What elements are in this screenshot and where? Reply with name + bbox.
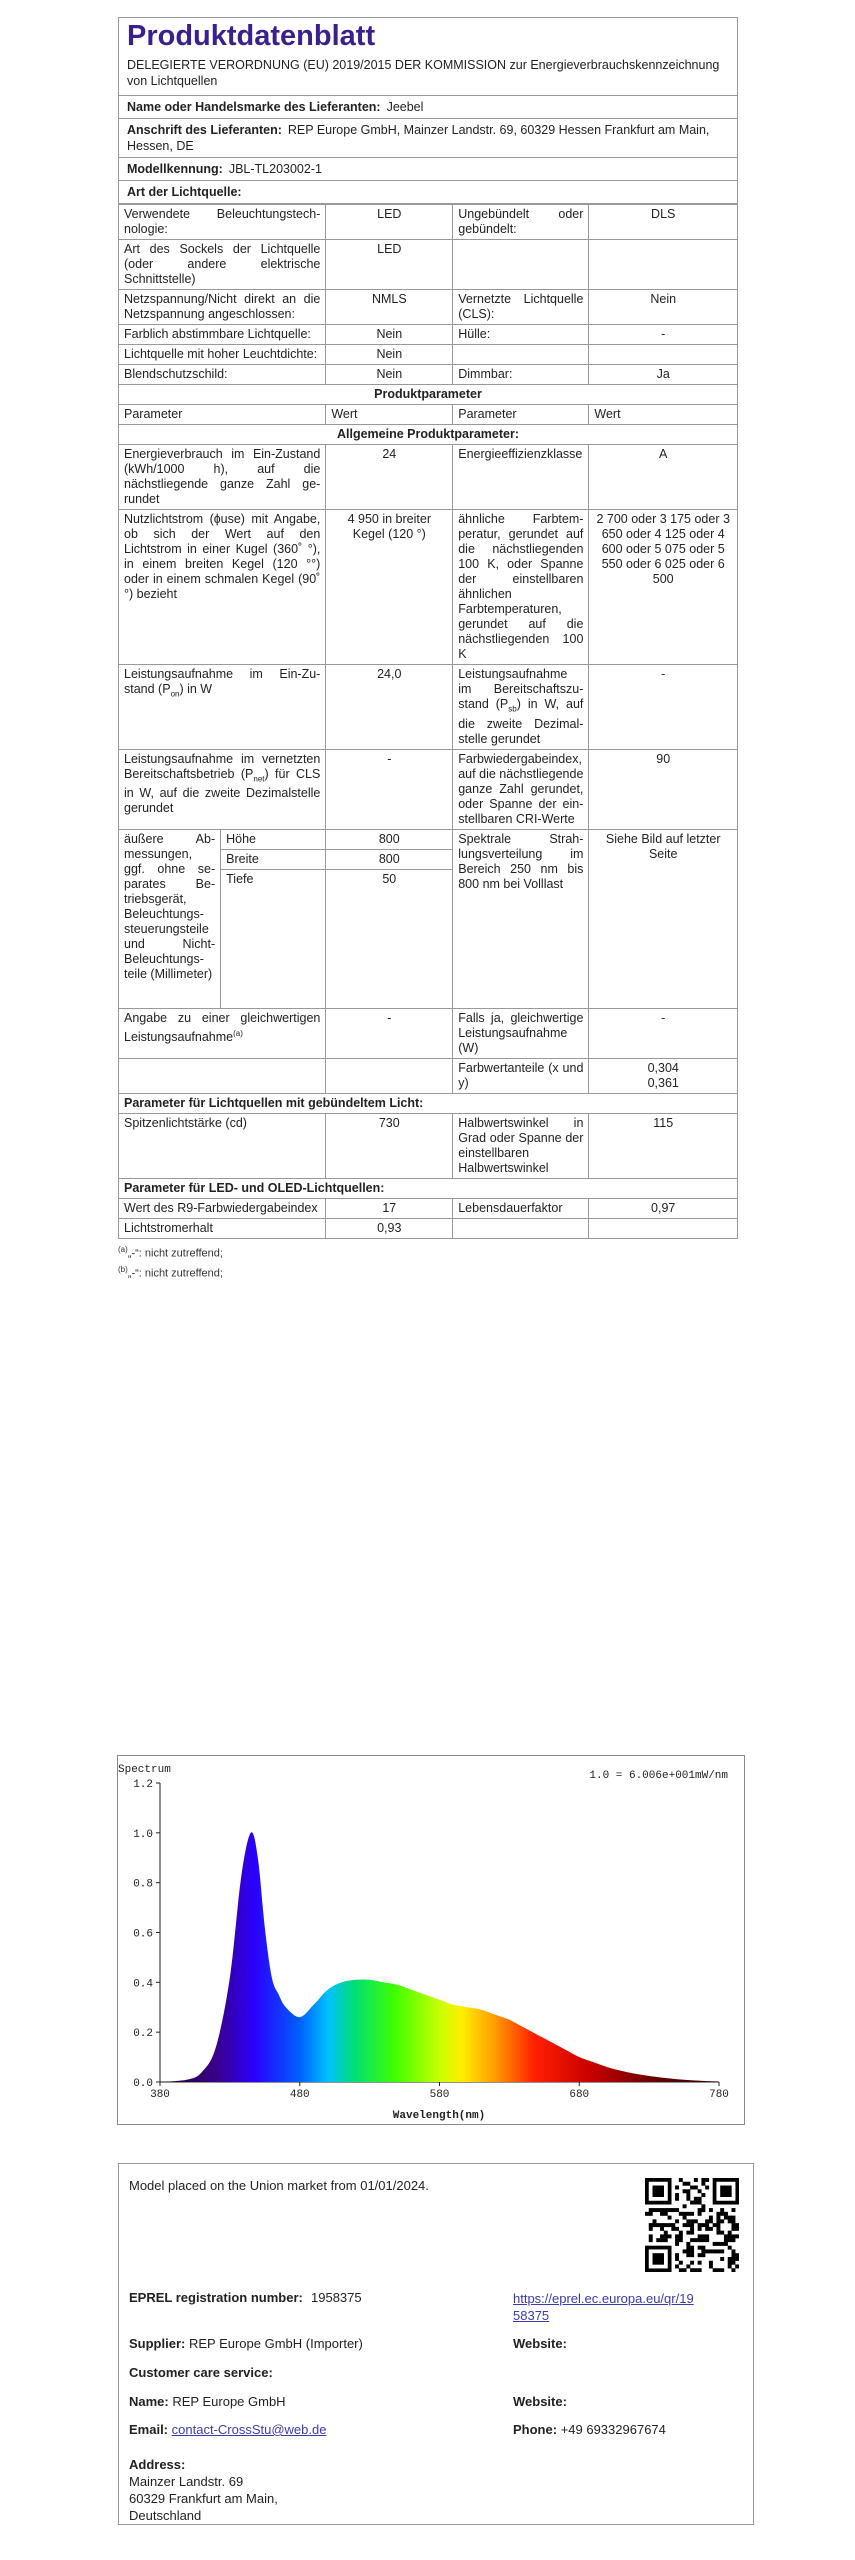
light-source-type-header [119, 181, 737, 204]
type-label-2: Hülle: [453, 325, 589, 345]
chromaticity-value [589, 1059, 738, 1094]
energy-consumption-label: Energieverbrauch im Ein-Zustand (kWh/1000 h), auf die nächstliegende ganze Zahl gerundet [119, 445, 326, 510]
dimensions-label: äußere Abmessungen, ggf. ohne separates Betriebsgerät, Beleuchtungssteuerungsteile und Nicht-Beleuchtungsteile (Millimeter) [119, 829, 221, 1009]
y-tick-label: 1.2 [133, 1779, 153, 1791]
spectral-distribution-label: Spektrale Strahlungsverteilung im Bereich 250 nm bis 800 nm bei Volllast [453, 829, 589, 1009]
empty-cell [119, 1059, 326, 1094]
address-label: Address: [129, 2457, 186, 2472]
height-value: 800 [326, 829, 453, 849]
x-tick-label: 380 [150, 2089, 170, 2101]
website-label-2: Website: [513, 2394, 567, 2409]
type-label-2: Dimmbar: [453, 365, 589, 385]
email-link[interactable]: contact-CrossStu@web.de [171, 2422, 327, 2437]
eprel-card [118, 2163, 754, 2525]
type-value-2: DLS [589, 205, 738, 240]
address-value: Mainzer Landstr. 69 60329 Frankfurt am Main, Deutschland [129, 2474, 278, 2523]
product-parameters-header: Produktparameter [119, 385, 738, 405]
phone-value: +49 69332967674 [560, 2422, 666, 2437]
cri-value: 90 [589, 749, 738, 829]
col-header-value: Wert [326, 405, 453, 425]
page-title: Produktdatenblatt [127, 20, 376, 52]
dimension-spacer [221, 889, 326, 1009]
type-value-2: Ja [589, 365, 738, 385]
eprel-link-line-1[interactable]: https://eprel.ec.europa.eu/qr/19 [513, 2291, 694, 2306]
type-value: Nein [326, 365, 453, 385]
eprel-link[interactable] [513, 2290, 694, 2324]
color-temperature-label: ähnliche Farbtemperatur, gerundet auf die nächstliegenden 100 K, oder Spanne der einstellbaren ähnlichen Farbtemperaturen, gerundet auf die nächstliegenden 100 K [453, 510, 589, 665]
name-label: Name: [129, 2394, 169, 2409]
phone-label: Phone: [513, 2422, 558, 2437]
on-mode-power-label: Leistungsaufnahme im Ein-Zustand $(P_{on})$ in W [119, 665, 326, 750]
spectrum-area [160, 1832, 719, 2082]
height-label: Höhe [221, 829, 326, 849]
product-parameters-table [118, 384, 738, 1239]
equivalent-power-value: - [326, 1009, 453, 1059]
type-row [119, 240, 738, 290]
supplier-value: REP Europe GmbH (Importer) [188, 2336, 363, 2351]
equivalent-power-w-label: Falls ja, gleichwertige Leistungsaufnahme (W) [453, 1009, 589, 1059]
type-row [119, 290, 738, 325]
market-date-text: Model placed on the Union market from 01/01/2024. [129, 2178, 429, 2193]
type-value-2 [589, 240, 738, 290]
depth-label: Tiefe [221, 869, 326, 889]
col-header-value-2: Wert [589, 405, 738, 425]
supplier-name-label: Name oder Handelsmarke des Lieferanten: [127, 100, 381, 114]
type-label: Verwendete Beleuchtungstechnologie: [119, 205, 326, 240]
lumen-maintenance-label: Lichtstromerhalt [119, 1219, 326, 1239]
footnote-a: $^{(a)}$„-“: nicht zutreffend; [118, 1245, 223, 1260]
empty-cell-value [326, 1059, 453, 1094]
col-header-parameter: Parameter [119, 405, 326, 425]
y-tick-label: 0.6 [133, 1928, 153, 1941]
equivalent-power-label: Angabe zu einer gleichwertigen Leistungsaufnahme$^{(a)}$ [119, 1009, 326, 1059]
x-axis-label: Wavelength(nm) [392, 2110, 486, 2122]
on-mode-power-value: 24,0 [326, 665, 453, 750]
regulation-text: DELEGIERTE VERORDNUNG (EU) 2019/2015 DER KOMMISSION zur Energieverbrauchskennzeichnung von Lichtquellen [119, 57, 737, 96]
cri-label: Farbwiedergabeindex, auf die nächstliegende ganze Zahl gerundet, oder Spanne der einstellbaren CRI-Werte [453, 749, 589, 829]
width-value: 800 [326, 849, 453, 869]
supplier-address-row [119, 119, 737, 158]
chromaticity-x: 0,304 [647, 1061, 679, 1075]
luminous-flux-label: Nutzlichtstrom (ɸuse) mit Angabe, ob sich der Wert auf den Lichtstrom in einer Kugel (360˚ °), in einem breiten Kegel (120 °°) oder in einem schmalen Kegel (90˚ °) bezieht [119, 510, 326, 665]
supplier-name-value: Jeebel [386, 100, 424, 114]
type-value: LED [326, 205, 453, 240]
standby-power-label: Leistungsaufnahme im Bereitschaftszustand $(P_{sb})$ in W, auf die zweite Dezimalstelle gerundet [453, 665, 589, 750]
type-value-2 [589, 345, 738, 365]
type-row [119, 325, 738, 345]
sheet-header [118, 17, 738, 204]
spectrum-svg [118, 1756, 744, 2124]
supplier-label: Supplier: [129, 2336, 186, 2351]
type-label: Lichtquelle mit hoher Leuchtdichte: [119, 345, 326, 365]
lumen-maintenance-value: 0,93 [326, 1219, 453, 1239]
spectrum-chart [117, 1755, 745, 2125]
luminous-flux-value: 4 950 in breiter Kegel (120 °) [326, 510, 453, 665]
footnotes [118, 1242, 738, 1281]
website-label: Website: [513, 2336, 567, 2351]
dimension-spacer-value [326, 889, 453, 1009]
type-label-2 [453, 240, 589, 290]
eprel-label: EPREL registration number: [129, 2290, 303, 2305]
general-parameters-header: Allgemeine Produktparameter: [119, 425, 738, 445]
networked-standby-label: Leistungsaufnahme im vernetzten Bereitschaftsbetrieb $(P_{net})$ für CLS in W, auf die zweite Dezimalstelle gerundet [119, 749, 326, 829]
type-label-2: Vernetzte Lichtquelle (CLS): [453, 290, 589, 325]
y-tick-label: 0.0 [133, 2078, 153, 2090]
x-tick-label: 780 [709, 2089, 729, 2101]
type-row [119, 345, 738, 365]
type-label: Art des Sockels der Lichtquelle (oder andere elektrische Schnittstelle) [119, 240, 326, 290]
type-row [119, 205, 738, 240]
energy-consumption-value: 24 [326, 445, 453, 510]
customer-care-label: Customer care service: [129, 2365, 273, 2380]
y-tick-label: 0.2 [133, 2028, 153, 2041]
chromaticity-label: Farbwertanteile (x und y) [453, 1059, 589, 1094]
eprel-value: 1958375 [311, 2290, 362, 2305]
empty-cell-2 [453, 1219, 589, 1239]
peak-intensity-label: Spitzenlichtstärke (cd) [119, 1114, 326, 1179]
equivalent-power-w-value: - [589, 1009, 738, 1059]
x-tick-label: 480 [289, 2089, 310, 2101]
survival-factor-value: 0,97 [589, 1199, 738, 1219]
qr-code-icon[interactable] [645, 2178, 739, 2272]
type-value: NMLS [326, 290, 453, 325]
type-label: Netzspannung/Nicht direkt an die Netzspannung angeschlossen: [119, 290, 326, 325]
spectral-distribution-value: Siehe Bild auf letzter Seite [589, 829, 738, 1009]
directional-header: Parameter für Lichtquellen mit gebündeltem Licht: [119, 1094, 738, 1114]
model-label: Modellkennung: [127, 162, 223, 176]
type-value: LED [326, 240, 453, 290]
product-data-sheet [118, 17, 738, 1281]
r9-label: Wert des R9-Farbwiedergabeindex [119, 1199, 326, 1219]
type-value: Nein [326, 325, 453, 345]
y-tick-label: 1.0 [133, 1828, 153, 1841]
type-label: Blendschutzschild: [119, 365, 326, 385]
supplier-address-label: Anschrift des Lieferanten: [127, 123, 282, 137]
energy-class-value: A [589, 445, 738, 510]
model-value: JBL-TL203002-1 [228, 162, 322, 176]
y-tick-label: 0.8 [133, 1878, 153, 1891]
empty-cell-3 [589, 1219, 738, 1239]
supplier-name-row [119, 96, 737, 119]
footnote-b: $^{(b)}$„-“: nicht zutreffend; [118, 1264, 223, 1280]
type-value-2: Nein [589, 290, 738, 325]
width-label: Breite [221, 849, 326, 869]
chart-annotation: 1.0 = 6.006e+001mW/nm [589, 1770, 728, 1782]
col-header-parameter-2: Parameter [453, 405, 589, 425]
model-row [119, 158, 737, 181]
type-label-2: Ungebündelt oder gebündelt: [453, 205, 589, 240]
supplier-address-value: REP Europe GmbH, Mainzer Landstr. 69, 60329 Hessen Frankfurt am Main, Hessen, DE [127, 123, 710, 153]
light-source-type-table [118, 204, 738, 385]
light-source-type-label: Art der Lichtquelle: [127, 185, 242, 199]
beam-angle-value: 115 [589, 1114, 738, 1179]
y-tick-label: 0.4 [133, 1978, 153, 1991]
depth-value: 50 [326, 869, 453, 889]
led-header: Parameter für LED- und OLED-Lichtquellen: [119, 1179, 738, 1199]
x-tick-label: 680 [569, 2089, 590, 2101]
beam-angle-label: Halbwertswinkel in Grad oder Spanne der einstellbaren Halbwertswinkel [453, 1114, 589, 1179]
type-value-2: - [589, 325, 738, 345]
color-temperature-value: 2 700 oder 3 175 oder 3 650 oder 4 125 oder 4 600 oder 5 075 oder 5 550 oder 6 025 oder 6 500 [589, 510, 738, 665]
chart-title: Spectrum [118, 1764, 171, 1776]
chromaticity-y: 0,361 [647, 1076, 679, 1090]
type-label-2 [453, 345, 589, 365]
email-label: Email: [129, 2422, 169, 2437]
type-value: Nein [326, 345, 453, 365]
energy-class-label: Energieeffizienzklasse [453, 445, 589, 510]
type-row [119, 365, 738, 385]
survival-factor-label: Lebensdauerfaktor [453, 1199, 589, 1219]
r9-value: 17 [326, 1199, 453, 1219]
eprel-link-line-2[interactable]: 58375 [513, 2308, 550, 2323]
standby-power-value: - [589, 665, 738, 750]
peak-intensity-value: 730 [326, 1114, 453, 1179]
name-value: REP Europe GmbH [172, 2394, 286, 2409]
type-label: Farblich abstimmbare Lichtquelle: [119, 325, 326, 345]
networked-standby-value: - [326, 749, 453, 829]
x-tick-label: 580 [429, 2089, 450, 2101]
